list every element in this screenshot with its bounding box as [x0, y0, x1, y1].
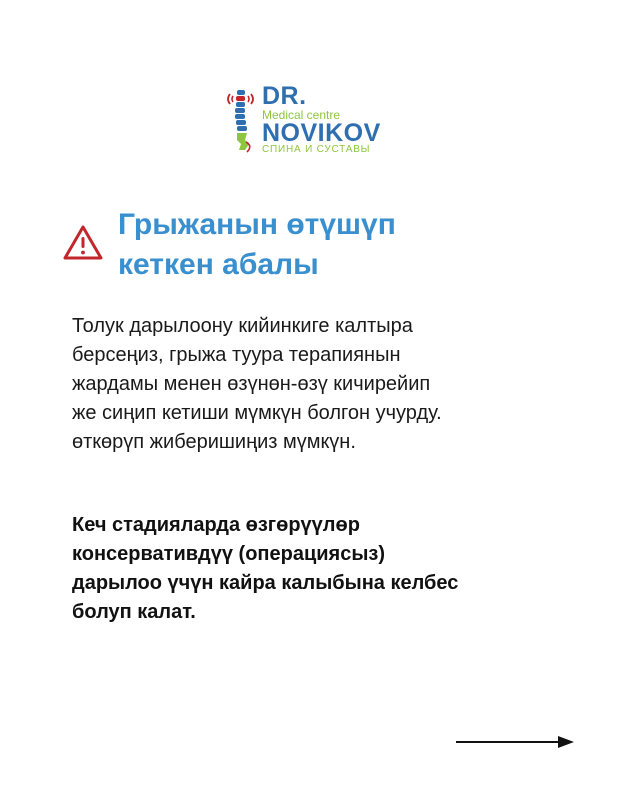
- emphasis-paragraph: [72, 511, 612, 627]
- body-line: жардамы менен өзүнөн-өзү кичирейип: [72, 373, 431, 395]
- logo: [225, 82, 381, 156]
- warning-triangle-icon: [62, 224, 104, 262]
- page-title: [118, 205, 598, 285]
- body-line: же сиңип кетиши мүмкүн болгон учурду.: [72, 402, 442, 424]
- logo-centre-text: Medical centre: [262, 108, 341, 122]
- body-line: Толук дарылоону кийинкиге калтыра: [72, 315, 413, 337]
- body-line: өткөрүп жиберишиңиз мүмкүн.: [72, 431, 356, 453]
- emphasis-line: Кеч стадияларда өзгөрүүлөр: [72, 514, 360, 536]
- body-paragraph: [72, 312, 612, 457]
- body-line: берсеңиз, грыжа туура терапиянын: [72, 344, 401, 366]
- emphasis-line: консервативдүү (операциясыз): [72, 543, 386, 565]
- logo-novikov-text: NOVIKOV: [262, 119, 381, 147]
- spine-knee-logo-icon: [225, 84, 259, 154]
- page-title-line: кеткен абалы: [118, 248, 319, 281]
- emphasis-line: дарылоо үчүн кайра калыбына келбес: [72, 572, 459, 594]
- arrow-right-icon[interactable]: [454, 732, 576, 752]
- logo-tagline: СПИНА И СУСТАВЫ: [262, 144, 371, 155]
- page-title-line: Грыжанын өтүшүп: [118, 208, 396, 241]
- emphasis-line: болуп калат.: [72, 601, 196, 623]
- logo-dr-text: DR.: [262, 82, 307, 110]
